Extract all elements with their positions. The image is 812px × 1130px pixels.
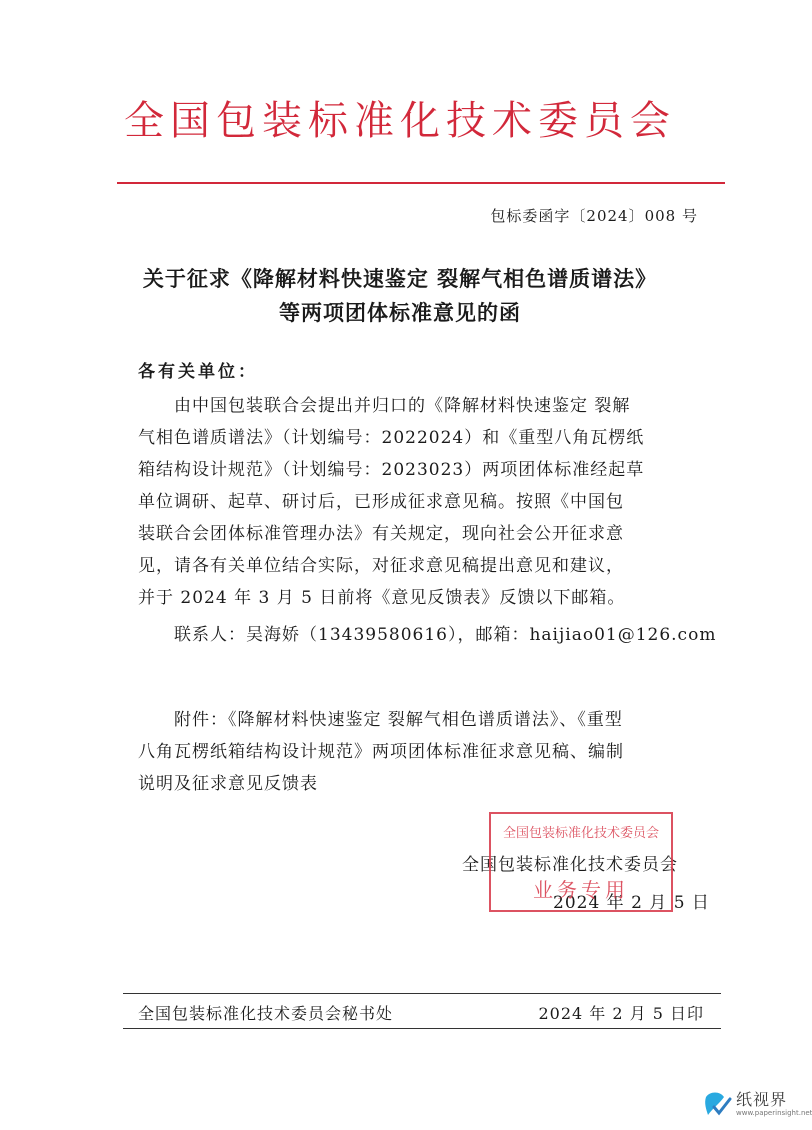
attachment-line: 八角瓦楞纸箱结构设计规范》两项团体标准征求意见稿、编制	[138, 742, 624, 762]
attachment-line: 附件：《降解材料快速鉴定 裂解气相色谱质谱法》、《重型	[174, 710, 623, 730]
body-line: 由中国包装联合会提出并归口的《降解材料快速鉴定 裂解	[174, 396, 631, 416]
salutation: 各有关单位：	[138, 362, 258, 382]
body-line: 并于 2024 年 3 月 5 日前将《意见反馈表》反馈以下邮箱。	[138, 588, 626, 608]
body-line: 装联合会团体标准管理办法》有关规定，现向社会公开征求意	[138, 524, 624, 544]
letter-title-line-2: 等两项团体标准意见的函	[279, 300, 521, 325]
attachment-line: 说明及征求意见反馈表	[138, 774, 318, 794]
footer-print-date: 2024 年 2 月 5 日印	[538, 1004, 704, 1023]
body-line: 见，请各有关单位结合实际，对征求意见稿提出意见和建议，	[138, 556, 624, 576]
stamp-purpose-text: 业务专用	[533, 878, 629, 902]
footer-top-divider	[123, 993, 721, 994]
header-red-divider	[117, 182, 725, 184]
footer-bottom-divider	[123, 1028, 721, 1029]
body-line: 箱结构设计规范》（计划编号：2023023）两项团体标准经起草	[138, 460, 645, 480]
signature-date: 2024 年 2 月 5 日	[553, 893, 710, 913]
contact-paragraph	[138, 619, 717, 651]
body-paragraph	[138, 390, 706, 614]
attachment-paragraph	[138, 704, 706, 800]
signature-organization: 全国包装标准化技术委员会	[462, 855, 678, 875]
contact-line: 联系人：吴海娇（13439580616），邮箱：haijiao01@126.com	[174, 625, 717, 645]
document-number: 包标委函字〔2024〕008 号	[490, 207, 698, 225]
organization-header: 全国包装标准化技术委员会	[124, 98, 676, 144]
watermark-url: www.paperinsight.net	[736, 1109, 812, 1117]
stamp-org-text: 全国包装标准化技术委员会	[502, 826, 659, 841]
body-line: 单位调研、起草、研讨后，已形成征求意见稿。按照《中国包	[138, 492, 624, 512]
letter-title-line-1: 关于征求《降解材料快速鉴定 裂解气相色谱质谱法》	[142, 266, 658, 291]
footer-issuer: 全国包装标准化技术委员会秘书处	[138, 1004, 394, 1023]
official-seal-stamp	[489, 812, 673, 912]
site-watermark	[700, 1085, 812, 1127]
body-line: 气相色谱质谱法》（计划编号：2022024）和《重型八角瓦楞纸	[138, 428, 645, 448]
watermark-name: 纸视界	[736, 1090, 788, 1109]
paper-insight-logo-icon	[700, 1087, 736, 1123]
